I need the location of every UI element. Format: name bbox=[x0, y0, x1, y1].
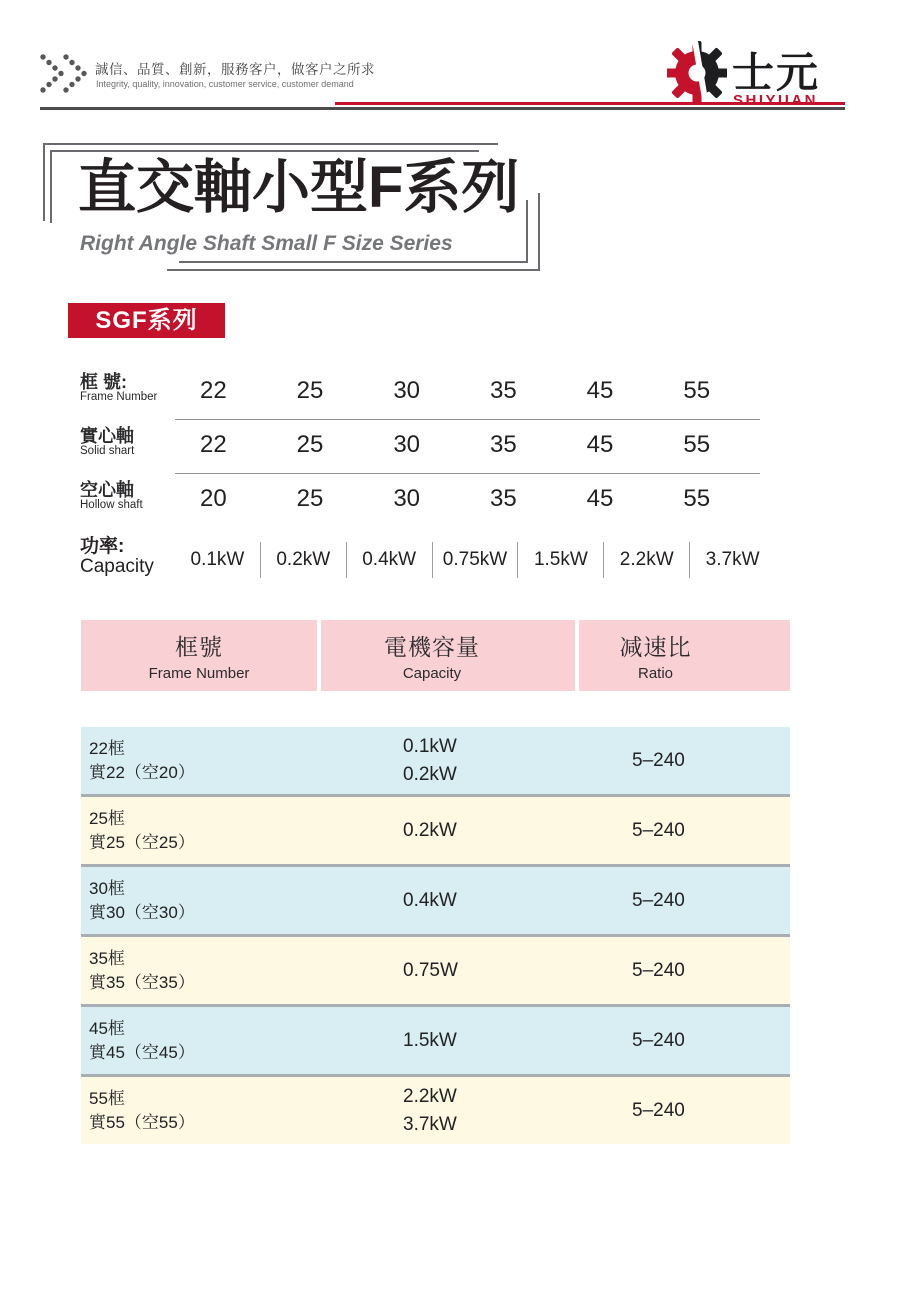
frame-shafts: 實55（空55） bbox=[89, 1112, 195, 1132]
brand-name-en: SHIYUAN bbox=[733, 92, 819, 109]
header-en: Frame Number bbox=[148, 665, 250, 682]
ratio-cell: 5–240 bbox=[632, 1029, 685, 1051]
spec-value: 45 bbox=[586, 485, 614, 512]
capacity-label-en: Capacity bbox=[80, 556, 154, 577]
frame-shafts: 實35（空35） bbox=[89, 972, 195, 992]
capacity-line: 2.2kW bbox=[403, 1085, 457, 1107]
series-badge: SGF系列 bbox=[68, 303, 225, 338]
spec-value: 55 bbox=[683, 377, 711, 404]
spec-value: 35 bbox=[490, 431, 517, 458]
spec-label-cn: 空心軸 bbox=[80, 480, 134, 500]
frame-size: 25框 bbox=[89, 808, 125, 828]
capacity-line: 0.2kW bbox=[403, 763, 457, 785]
frame-size: 35框 bbox=[89, 948, 125, 968]
spec-value: 30 bbox=[393, 431, 421, 458]
spec-value: 55 bbox=[683, 431, 711, 458]
chevron-dots-icon bbox=[40, 53, 88, 100]
table-row bbox=[81, 934, 790, 1004]
frame-shafts: 實22（空20） bbox=[89, 762, 195, 782]
capacity-line: 0.75W bbox=[403, 959, 458, 981]
capacity-label-cn: 功率: bbox=[80, 536, 125, 557]
page-subtitle: Right Angle Shaft Small F Size Series bbox=[80, 232, 453, 255]
spec-label-en: Frame Number bbox=[80, 391, 158, 403]
header-en: Ratio bbox=[637, 665, 674, 682]
ratings-table-header bbox=[81, 620, 790, 691]
spec-row-hollow-shaft bbox=[80, 472, 760, 526]
capacity-value: 0.4kW bbox=[362, 549, 417, 570]
frame-size: 55框 bbox=[89, 1088, 125, 1108]
capacity-value: 3.7kW bbox=[705, 549, 760, 570]
frame-size: 30框 bbox=[89, 878, 125, 898]
capacity-line: 0.1kW bbox=[403, 735, 457, 757]
capacity-cell bbox=[317, 957, 575, 985]
spec-value: 35 bbox=[490, 485, 517, 512]
table-row bbox=[81, 794, 790, 864]
spec-value: 25 bbox=[296, 377, 324, 404]
brand-name-cn: 士元 bbox=[732, 49, 821, 96]
header-cn: 電機容量 bbox=[384, 634, 480, 660]
spec-value: 55 bbox=[683, 485, 711, 512]
spec-separator bbox=[175, 473, 760, 474]
spec-label-en: Solid shart bbox=[80, 445, 135, 457]
spec-value: 45 bbox=[586, 431, 614, 458]
capacity-values bbox=[175, 538, 775, 582]
ratio-cell: 5–240 bbox=[632, 889, 685, 911]
header-cell-ratio bbox=[579, 620, 790, 691]
page-title: 直交軸小型F系列 bbox=[78, 155, 520, 220]
table-row bbox=[81, 1074, 790, 1144]
table-row bbox=[81, 864, 790, 934]
spec-value: 22 bbox=[199, 431, 227, 458]
capacity-cell bbox=[317, 733, 575, 789]
spec-value: 45 bbox=[586, 377, 614, 404]
spec-values bbox=[165, 364, 745, 418]
table-row bbox=[81, 727, 790, 794]
capacity-cell bbox=[317, 1083, 575, 1139]
capacity-cell bbox=[317, 817, 575, 845]
ratio-cell: 5–240 bbox=[632, 749, 685, 771]
capacity-line: 3.7kW bbox=[403, 1113, 457, 1135]
spec-values bbox=[165, 418, 745, 472]
capacity-line: 0.2kW bbox=[403, 819, 457, 841]
header-en: Capacity bbox=[402, 665, 462, 682]
spec-row-solid-shaft bbox=[80, 418, 760, 472]
ratio-cell: 5–240 bbox=[632, 959, 685, 981]
capacity-cell bbox=[317, 1027, 575, 1055]
header-cn: 减速比 bbox=[619, 634, 692, 660]
spec-value: 35 bbox=[490, 377, 517, 404]
capacity-value: 0.2kW bbox=[276, 549, 331, 570]
header-cell-capacity bbox=[321, 620, 575, 691]
spec-value: 20 bbox=[199, 485, 227, 512]
ratio-cell: 5–240 bbox=[632, 819, 685, 841]
capacity-value: 2.2kW bbox=[619, 549, 674, 570]
spec-values bbox=[165, 472, 745, 526]
frame-shafts: 實45（空45） bbox=[89, 1042, 195, 1062]
spec-value: 30 bbox=[393, 377, 421, 404]
spec-label-cn: 實心軸 bbox=[80, 426, 134, 446]
capacity-value: 0.75kW bbox=[442, 549, 508, 570]
ratio-cell: 5–240 bbox=[632, 1099, 685, 1121]
spec-value: 25 bbox=[296, 431, 324, 458]
company-slogan-cn: 誠信、品質、創新，服務客户，做客户之所求 bbox=[95, 62, 375, 77]
capacity-value: 0.1kW bbox=[190, 549, 245, 570]
frame-shafts: 實25（空25） bbox=[89, 832, 195, 852]
table-row bbox=[81, 1004, 790, 1074]
spec-separator bbox=[175, 419, 760, 420]
gear-logo-icon bbox=[667, 41, 727, 110]
frame-cell bbox=[81, 1017, 317, 1065]
frame-size: 22框 bbox=[89, 738, 125, 758]
spec-label-cn: 框 號: bbox=[80, 372, 127, 392]
spec-value: 30 bbox=[393, 485, 421, 512]
spec-label-en: Hollow shaft bbox=[80, 499, 143, 511]
company-slogan-en: Integrity, quality, innovation, customer service, customer demand bbox=[96, 79, 354, 89]
frame-spec-table bbox=[80, 364, 760, 526]
frame-cell bbox=[81, 807, 317, 855]
frame-cell bbox=[81, 947, 317, 995]
frame-cell bbox=[81, 737, 317, 785]
capacity-value: 1.5kW bbox=[533, 549, 588, 570]
capacity-line: 0.4kW bbox=[403, 889, 457, 911]
frame-size: 45框 bbox=[89, 1018, 125, 1038]
header-cell-frame-number bbox=[81, 620, 317, 691]
capacity-line: 1.5kW bbox=[403, 1029, 457, 1051]
frame-shafts: 實30（空30） bbox=[89, 902, 195, 922]
spec-row-frame-number bbox=[80, 364, 760, 418]
frame-cell bbox=[81, 877, 317, 925]
frame-cell bbox=[81, 1087, 317, 1135]
spec-value: 22 bbox=[199, 377, 227, 404]
spec-value: 25 bbox=[296, 485, 324, 512]
capacity-cell bbox=[317, 887, 575, 915]
header-cn: 框號 bbox=[175, 634, 223, 660]
ratings-table-body bbox=[81, 727, 790, 1144]
